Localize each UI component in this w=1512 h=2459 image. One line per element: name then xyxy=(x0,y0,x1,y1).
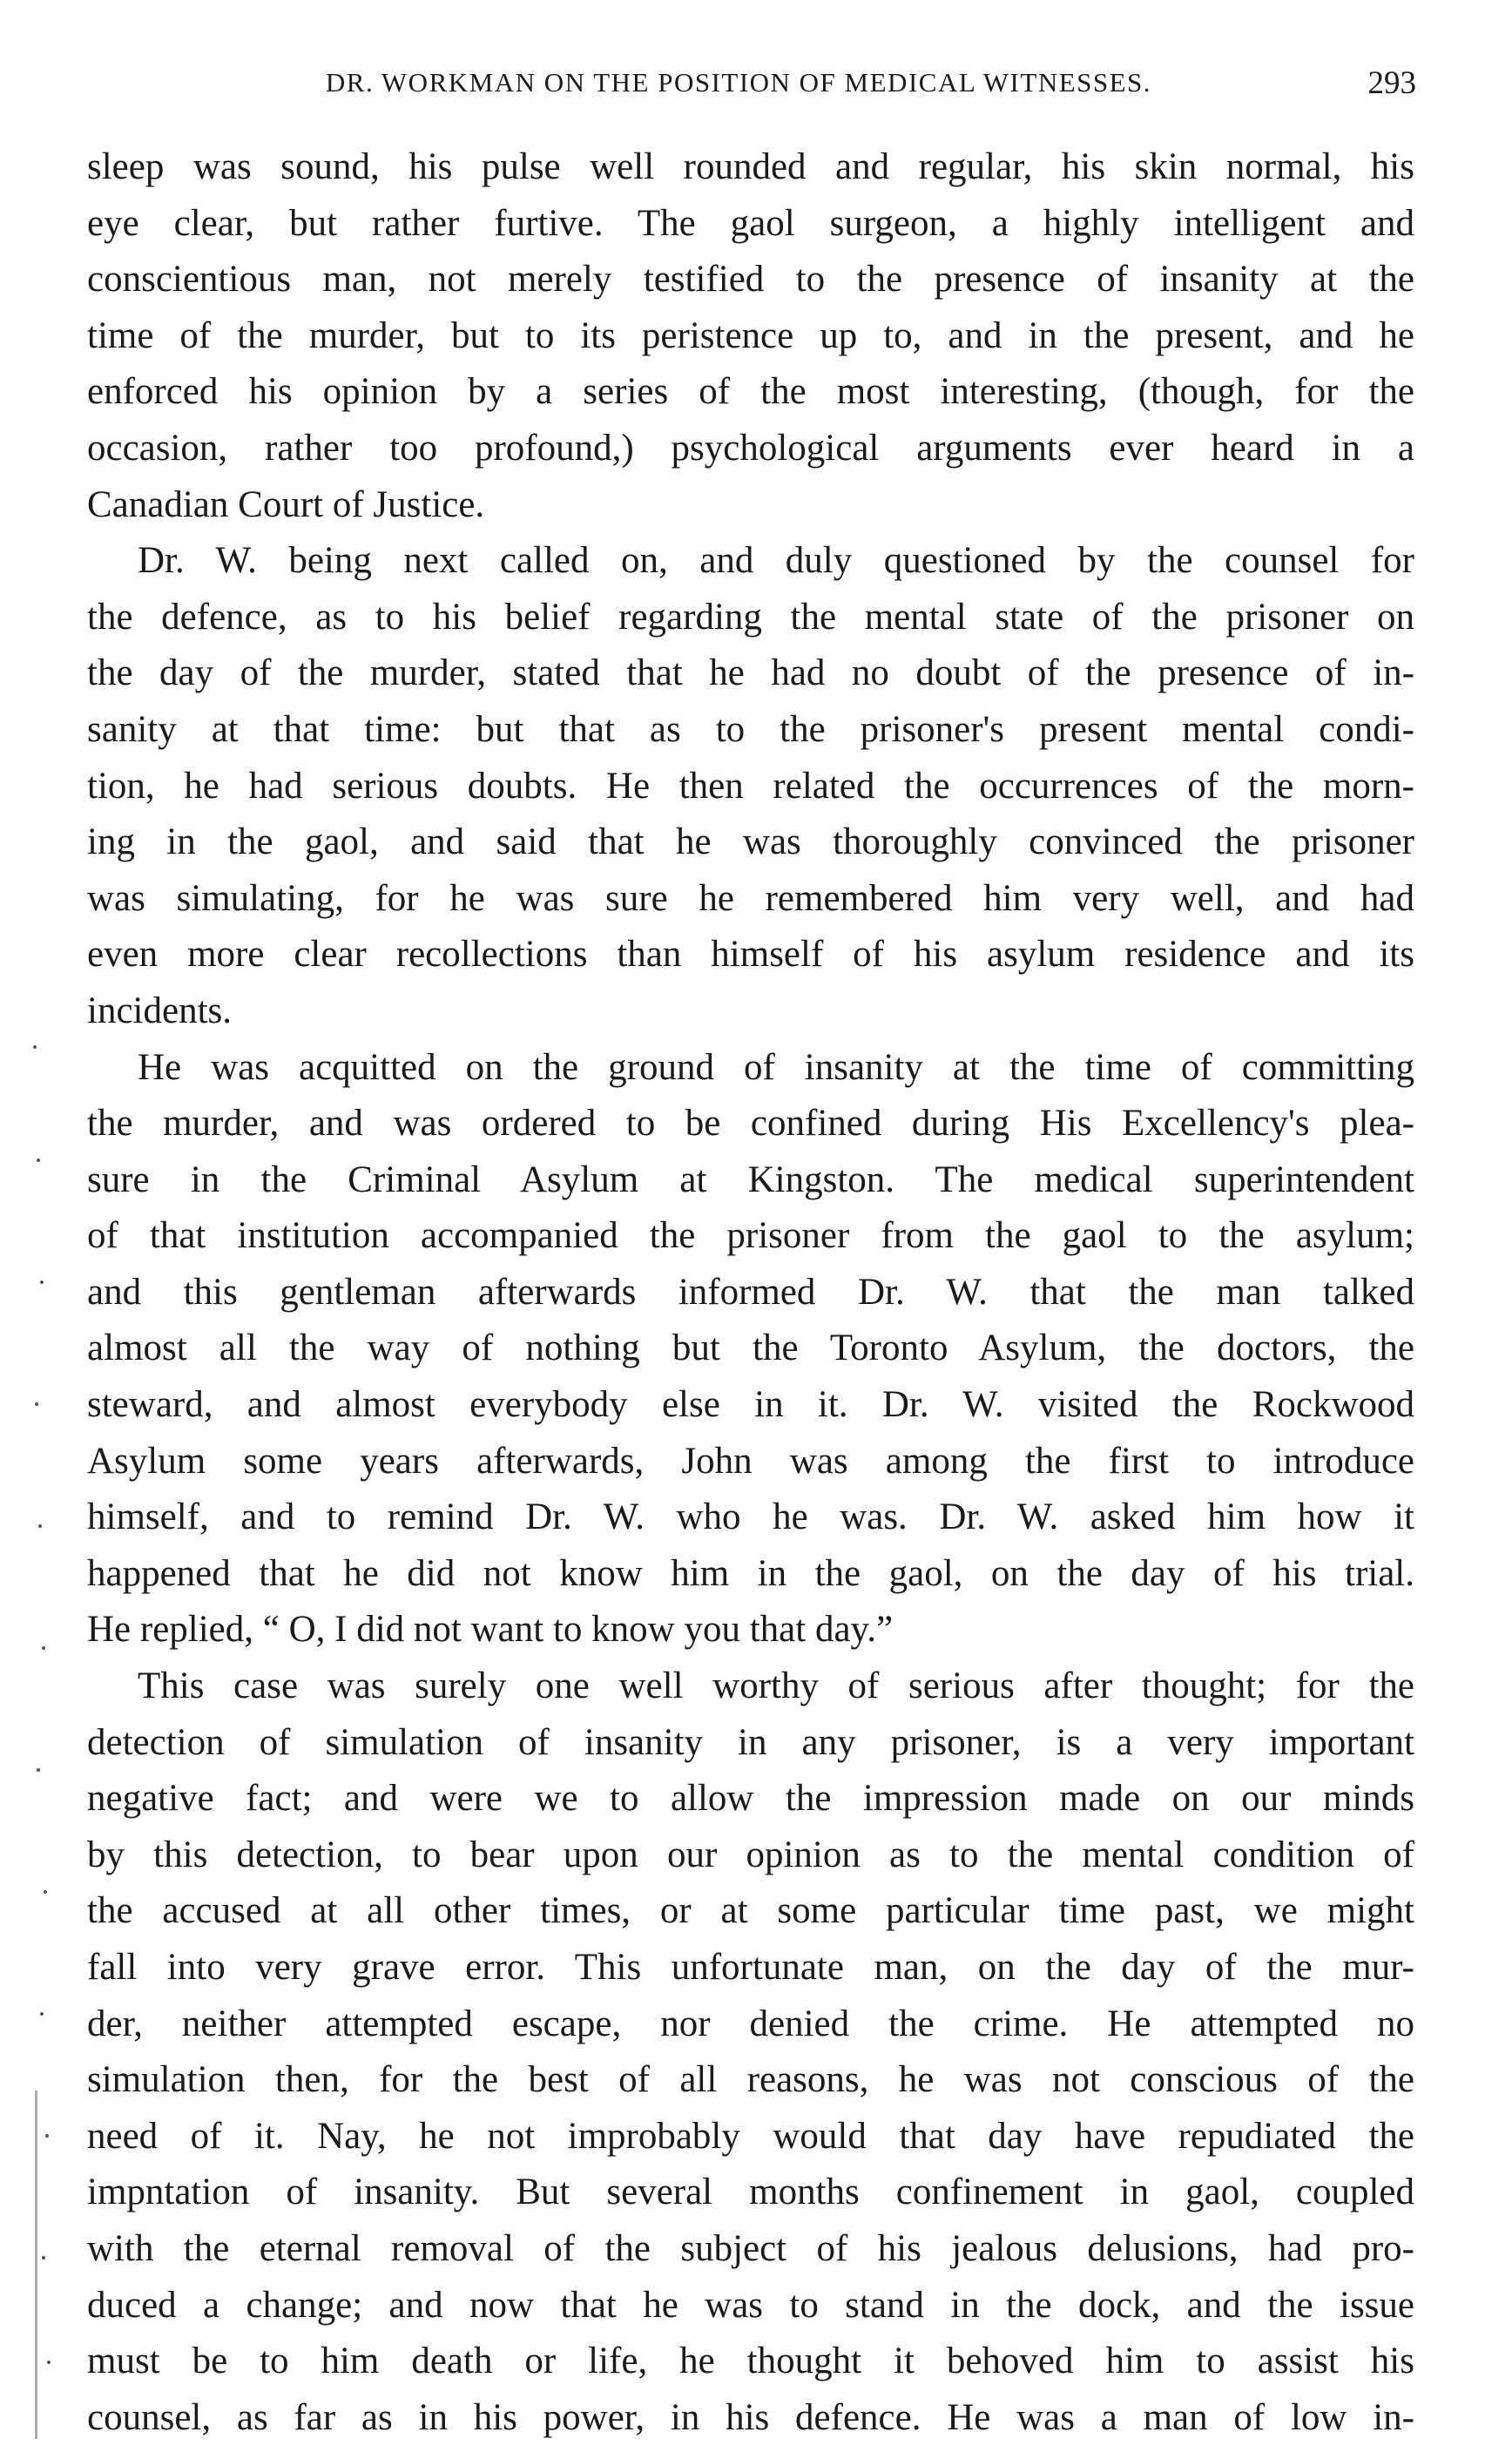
speck xyxy=(40,1280,44,1284)
speck xyxy=(37,1768,40,1772)
text-line: tion, he had serious doubts. He then related the occurrences of the morn- xyxy=(87,765,1414,807)
speck xyxy=(38,1524,42,1528)
text-line: of that institution accompanied the prisoner from the gaol to the asylum; xyxy=(87,1215,1414,1257)
speck xyxy=(42,1646,45,1650)
text-line: negative fact; and were we to allow the impression made on our minds xyxy=(87,1778,1414,1820)
text-line: ing in the gaol, and said that he was thoroughly convinced the prisoner xyxy=(87,821,1414,863)
text-line: time of the murder, but to its peristence up to, and in the present, and he xyxy=(87,314,1414,356)
speck xyxy=(42,2256,45,2260)
text-line: was simulating, for he was sure he remembered him very well, and had xyxy=(87,877,1414,919)
text-line: the murder, and was ordered to be confined during His Excellency's plea- xyxy=(87,1103,1414,1145)
text-line: counsel, as far as in his power, in his defence. He was a man of low in- xyxy=(87,2396,1414,2438)
text-line: sanity at that time: but that as to the prisoner's present mental condi- xyxy=(87,708,1414,750)
text-line: Asylum some years afterwards, John was among the first to introduce xyxy=(87,1440,1414,1482)
text-line: and this gentleman afterwards informed Dr. W. that the man talked xyxy=(87,1271,1414,1313)
text-line: happened that he did not know him in the gaol, on the day of his trial. xyxy=(87,1552,1414,1594)
speck xyxy=(45,2134,49,2138)
text-line: himself, and to remind Dr. W. who he was. Dr. W. asked him how it xyxy=(87,1496,1414,1538)
speck xyxy=(33,1045,37,1049)
speck xyxy=(35,1402,38,1406)
text-line: enforced his opinion by a series of the most interesting, (though, for the xyxy=(87,371,1414,413)
text-line: occasion, rather too profound,) psychological arguments ever heard in a xyxy=(87,427,1414,469)
binding-edge-line xyxy=(35,2091,37,2439)
text-line: impntation of insanity. But several months confinement in gaol, coupled xyxy=(87,2172,1414,2213)
running-title: DR. WORKMAN ON THE POSITION OF MEDICAL WITNESSES. xyxy=(325,67,1152,98)
text-line: the day of the murder, stated that he had no doubt of the presence of in- xyxy=(87,652,1414,694)
speck xyxy=(47,2361,51,2364)
text-line: He replied, “ O, I did not want to know you that day.” xyxy=(87,1609,894,1651)
text-line: eye clear, but rather furtive. The gaol surgeon, a highly intelligent and xyxy=(87,202,1414,244)
text-line: even more clear recollections than himself of his asylum residence and its xyxy=(87,934,1414,976)
paragraph-start-line: Dr. W. being next called on, and duly questioned by the counsel for xyxy=(138,540,1414,582)
text-line: incidents. xyxy=(87,990,232,1031)
text-line: almost all the way of nothing but the Toronto Asylum, the doctors, the xyxy=(87,1327,1414,1369)
text-line: by this detection, to bear upon our opinion as to the mental condition of xyxy=(87,1834,1414,1875)
body-text xyxy=(87,139,1414,2446)
text-line: must be to him death or life, he thought it behoved him to assist his xyxy=(87,2341,1414,2382)
paragraph-start-line: This case was surely one well worthy of serious after thought; for the xyxy=(138,1665,1414,1707)
text-line: der, neither attempted escape, nor denied the crime. He attempted no xyxy=(87,2003,1414,2044)
running-head xyxy=(87,52,1416,113)
speck xyxy=(40,2012,44,2016)
text-line: sleep was sound, his pulse well rounded and regular, his skin normal, his xyxy=(87,146,1414,187)
page-number: 293 xyxy=(1367,64,1416,101)
text-line: fall into very grave error. This unfortunate man, on the day of the mur- xyxy=(87,1947,1414,1988)
speck xyxy=(37,1159,40,1162)
text-line: the accused at all other times, or at some particular time past, we might xyxy=(87,1890,1414,1932)
text-line: sure in the Criminal Asylum at Kingston. The medical superintendent xyxy=(87,1159,1414,1200)
text-line: the defence, as to his belief regarding the mental state of the prisoner on xyxy=(87,596,1414,638)
text-line: simulation then, for the best of all reasons, he was not conscious of the xyxy=(87,2059,1414,2101)
text-line: with the eternal removal of the subject of his jealous delusions, had pro- xyxy=(87,2227,1414,2269)
text-line: conscientious man, not merely testified to the presence of insanity at the xyxy=(87,259,1414,301)
speck xyxy=(44,1890,47,1894)
text-line: Canadian Court of Justice. xyxy=(87,483,485,525)
text-line: steward, and almost everybody else in it. Dr. W. visited the Rockwood xyxy=(87,1384,1414,1426)
text-line: duced a change; and now that he was to stand in the dock, and the issue xyxy=(87,2284,1414,2326)
text-line: need of it. Nay, he not improbably would that day have repudiated the xyxy=(87,2115,1414,2157)
text-line: detection of simulation of insanity in any prisoner, is a very important xyxy=(87,1721,1414,1763)
paragraph-start-line: He was acquitted on the ground of insanity at the time of committing xyxy=(138,1046,1414,1088)
